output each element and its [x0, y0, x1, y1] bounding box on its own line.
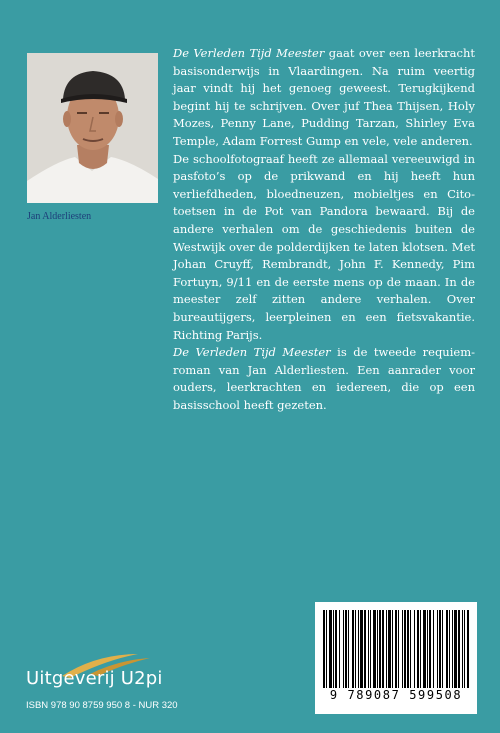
- barcode-bar: [348, 610, 349, 688]
- barcode-bar: [382, 610, 384, 688]
- barcode-bar: [333, 610, 334, 688]
- barcode-bar: [355, 610, 356, 688]
- barcode-bar: [427, 610, 428, 688]
- blurb-text: [173, 45, 475, 414]
- barcode-bar: [437, 610, 438, 688]
- publisher-name: Uitgeverij U2pi: [26, 668, 163, 689]
- barcode-bar: [373, 610, 376, 688]
- barcode-bar: [454, 610, 457, 688]
- barcode-bar: [364, 610, 366, 688]
- barcode-bar: [442, 610, 443, 688]
- barcode-digits: 9 789087 599508: [329, 688, 463, 702]
- barcode-bar: [368, 610, 369, 688]
- barcode-bar: [370, 610, 371, 688]
- isbn-line: ISBN 978 90 8759 950 8 - NUR 320: [26, 700, 178, 711]
- author-photo: [27, 53, 158, 203]
- barcode-bar: [398, 610, 399, 688]
- barcode-bar: [467, 610, 469, 688]
- barcode-bar: [335, 610, 337, 688]
- author-caption: Jan Alderliesten: [27, 211, 92, 222]
- blurb-paragraph-3-text: is de tweede requiem-roman van Jan Alderliesten. Een aanrader voor ouders, leerkrachten en iedereen, die op een basisschool heeft gezeten.: [173, 345, 475, 412]
- barcode-bar: [326, 610, 327, 688]
- barcode-bar: [329, 610, 332, 688]
- barcode-bar: [458, 610, 460, 688]
- blurb-paragraph-2: De schoolfotograaf heeft ze allemaal vereeuwigd in pasfoto’s op de prikwand en hij heeft hun verliefdheden, bloedneuzen, mobieltjes en Cito-toetsen in de Pot van Pandora bewaard. Bij de andere verhalen om de geschiedenis buiten de Westwijk over de polderdijken te laten klotsen. Met Johan Cruyff, Rembrandt, John F. Kennedy, Pim Fortuyn, 9/11 en de eerste mens op de maan. In de meester zelf zitten andere verhalen. Over bureautijgers, leerpleinen en een fietsvakantie. Richting Parijs.: [173, 151, 475, 342]
- barcode: [315, 602, 477, 714]
- barcode-bar: [339, 610, 340, 688]
- book-title-2: De Verleden Tijd Meester: [173, 345, 331, 360]
- barcode-bar: [410, 610, 411, 688]
- barcode-bar: [420, 610, 421, 688]
- barcode-bars: [323, 610, 469, 690]
- barcode-bar: [352, 610, 354, 688]
- barcode-bar: [429, 610, 431, 688]
- barcode-bar: [395, 610, 397, 688]
- barcode-bar: [464, 610, 465, 688]
- barcode-bar: [414, 610, 415, 688]
- book-title: De Verleden Tijd Meester: [173, 46, 325, 60]
- barcode-bar: [449, 610, 450, 688]
- barcode-bar: [392, 610, 393, 688]
- barcode-bar: [386, 610, 387, 688]
- barcode-bar: [452, 610, 453, 688]
- barcode-bar: [388, 610, 391, 688]
- barcode-bar: [404, 610, 406, 688]
- barcode-bar: [345, 610, 347, 688]
- barcode-bar: [379, 610, 381, 688]
- blurb-paragraph-3: [173, 344, 475, 414]
- barcode-bar: [377, 610, 378, 688]
- barcode-bar: [360, 610, 363, 688]
- blurb-paragraph-1-text: gaat over een leerkracht basisonderwijs in Vlaardingen. Na ruim veertig jaar vindt hij het genoeg geweest. Terugkijkend begint hij te schrijven. Over juf Thea Thijsen, Holy Mozes, Penny Lane, Pudding Tarzan, Shirley Eva Temple, Adam Forrest Gump en vele, vele anderen.: [173, 46, 476, 148]
- barcode-bar: [417, 610, 419, 688]
- barcode-bar: [407, 610, 409, 688]
- barcode-bar: [446, 610, 448, 688]
- barcode-bar: [402, 610, 403, 688]
- barcode-bar: [343, 610, 344, 688]
- barcode-bar: [433, 610, 434, 688]
- barcode-bar: [423, 610, 426, 688]
- barcode-bar: [323, 610, 325, 688]
- barcode-bar: [439, 610, 441, 688]
- barcode-bar: [358, 610, 359, 688]
- barcode-bar: [462, 610, 463, 688]
- blurb-paragraph-1: [173, 45, 475, 151]
